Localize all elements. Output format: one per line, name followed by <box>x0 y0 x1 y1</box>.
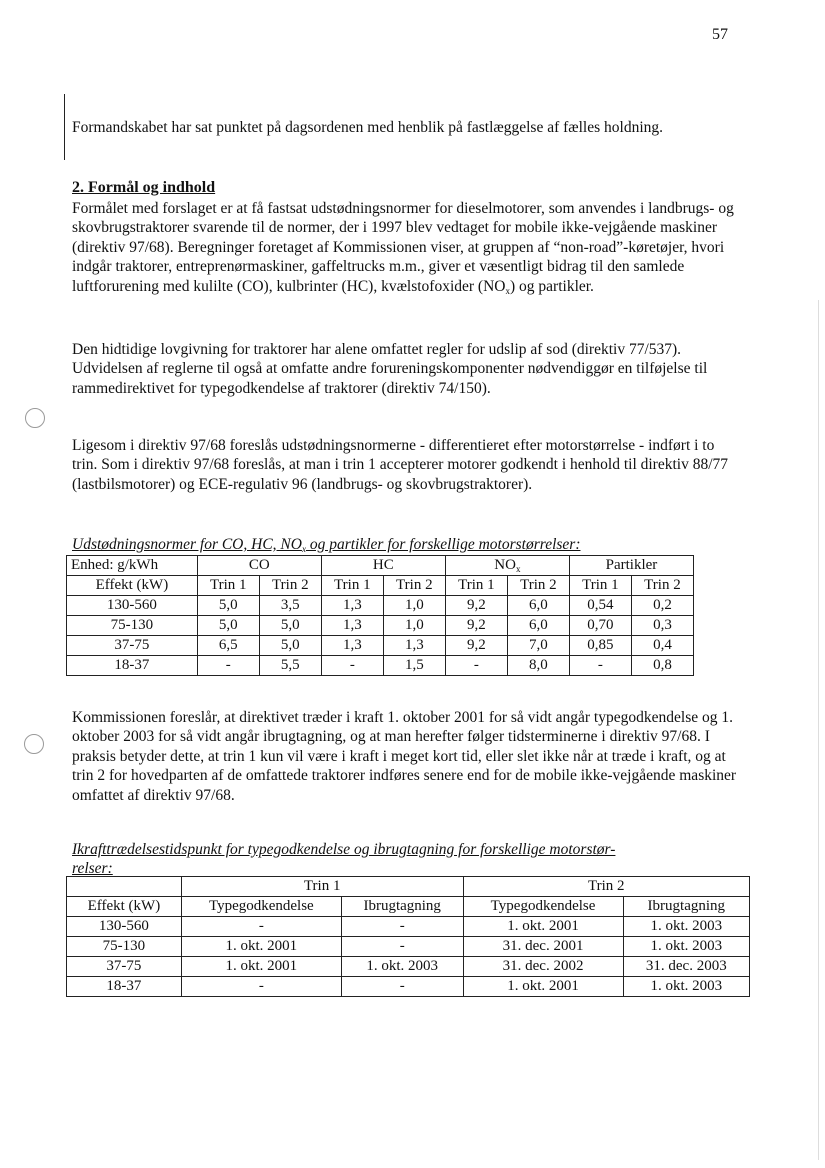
table-cell: 75-130 <box>67 616 198 636</box>
table-row <box>67 917 750 937</box>
subheader: Typegodkendelse <box>181 897 341 917</box>
subheader: Trin 1 <box>445 576 507 596</box>
table2-caption <box>72 840 732 878</box>
table-cell <box>67 877 182 897</box>
table-cell: 0,2 <box>631 596 693 616</box>
subheader: Trin 1 <box>569 576 631 596</box>
table-row <box>67 977 750 997</box>
page-number: 57 <box>712 26 728 43</box>
table-row <box>67 656 694 676</box>
table-cell: 6,5 <box>197 636 259 656</box>
table1-caption-subscript: x <box>301 544 306 554</box>
table-cell: 1. okt. 2001 <box>463 917 623 937</box>
table-cell: 5,0 <box>259 616 321 636</box>
table-cell: 9,2 <box>445 636 507 656</box>
subheader: Trin 2 <box>383 576 445 596</box>
table-cell: 9,2 <box>445 596 507 616</box>
table-cell: 0,54 <box>569 596 631 616</box>
table-cell: 18-37 <box>67 656 198 676</box>
group-header: Partikler <box>569 556 693 576</box>
punch-hole <box>24 734 44 754</box>
table-cell: - <box>181 977 341 997</box>
table-cell: 1,0 <box>383 596 445 616</box>
purpose-text: Formålet med forslaget er at få fastsat udstødningsnormer for dieselmotorer, som anvendes i landbrugs- og skovbrugstraktorer svarende til de normer, der i 1997 blev vedtaget for mobile ikke-vejgående maskiner (direktiv 97/68). Beregninger foretaget af Kommissionen viser, at gruppen af “non-road”-køretøjer, hvori indgår traktorer, entreprenørmaskiner, gaffeltrucks m.m., giver et væsentligt bidrag til den samlede luftforurening med kulilte (CO), kulbrinter (HC), kvælstofoxider (NO <box>72 200 734 295</box>
subheader: Trin 2 <box>507 576 569 596</box>
subheader: Ibrugtagning <box>341 897 463 917</box>
table-cell: - <box>321 656 383 676</box>
table-cell: 0,70 <box>569 616 631 636</box>
table-cell: - <box>569 656 631 676</box>
table-cell: 1. okt. 2003 <box>623 917 749 937</box>
table-row <box>67 636 694 656</box>
table-row <box>67 616 694 636</box>
unit-label: Enhed: g/kWh <box>67 556 198 576</box>
table-cell: 1. okt. 2003 <box>341 957 463 977</box>
table-cell: 31. dec. 2001 <box>463 937 623 957</box>
subheader: Trin 1 <box>197 576 259 596</box>
table-cell: 31. dec. 2003 <box>623 957 749 977</box>
purpose-paragraph <box>72 199 737 301</box>
subheader: Trin 2 <box>631 576 693 596</box>
table-cell: 7,0 <box>507 636 569 656</box>
group-header-subscript: x <box>515 564 521 574</box>
table-cell: 1. okt. 2001 <box>463 977 623 997</box>
table-cell: 5,0 <box>197 616 259 636</box>
punch-hole <box>25 408 45 428</box>
table-cell: 130-560 <box>67 596 198 616</box>
table-cell: 31. dec. 2002 <box>463 957 623 977</box>
table-row <box>67 556 694 576</box>
group-header: CO <box>197 556 321 576</box>
purpose-text-end: ) og partikler. <box>510 277 594 295</box>
table-cell: 1,3 <box>383 636 445 656</box>
table-cell: 1,5 <box>383 656 445 676</box>
table-cell: 9,2 <box>445 616 507 636</box>
effekt-header: Effekt (kW) <box>67 576 198 596</box>
table-cell: 1. okt. 2003 <box>623 937 749 957</box>
subheader: Ibrugtagning <box>623 897 749 917</box>
table-cell: 3,5 <box>259 596 321 616</box>
table-row <box>67 937 750 957</box>
table-cell: 1. okt. 2001 <box>181 957 341 977</box>
subheader: Trin 1 <box>321 576 383 596</box>
table-cell: 0,85 <box>569 636 631 656</box>
emission-standards-table <box>66 555 694 676</box>
group-header: Trin 2 <box>463 877 749 897</box>
entry-dates-table <box>66 876 750 997</box>
table-cell: - <box>445 656 507 676</box>
group-header-text: NO <box>494 557 516 573</box>
table-cell: 1,3 <box>321 636 383 656</box>
page-edge-line <box>818 300 819 1160</box>
intro-paragraph: Formandskabet har sat punktet på dagsordenen med henblik på fastlæggelse af fælles holdning. <box>72 119 664 136</box>
table-cell: 18-37 <box>67 977 182 997</box>
section-heading: 2. Formål og indhold <box>72 179 216 196</box>
table-row <box>67 596 694 616</box>
table-cell: 5,0 <box>197 596 259 616</box>
table1-caption-text: Udstødningsnormer for CO, HC, NO <box>72 536 302 553</box>
table1-caption-text-end: og partikler for forskellige motorstørrelser: <box>305 536 581 553</box>
table-cell: - <box>181 917 341 937</box>
group-header: Trin 1 <box>181 877 463 897</box>
table2-caption-text-end: relser: <box>72 860 113 877</box>
group-header: HC <box>321 556 445 576</box>
table-cell: 6,0 <box>507 616 569 636</box>
entry-into-force-paragraph: Kommissionen foreslår, at direktivet træder i kraft 1. oktober 2001 for så vidt angår typegodkendelse og 1. oktober 2003 for så vidt angår ibrugtagning, og at man herefter følger tidsterminerne i direktiv 97/68. I praksis betyder dette, at trin 1 kun vil være i kraft i meget kort tid, eller slet ikke når at træde i kraft, og at trin 2 for hovedparten af de omfattede traktorer indføres senere end for de mobile ikke-vejgående maskiner omfattet af direktiv 97/68. <box>72 709 737 804</box>
table-row <box>67 576 694 596</box>
table-row <box>67 877 750 897</box>
table-cell: - <box>341 937 463 957</box>
table-cell: 1,0 <box>383 616 445 636</box>
legislation-paragraph: Den hidtidige lovgivning for traktorer har alene omfattet regler for udslip af sod (direktiv 77/537). Udvidelsen af reglerne til også at omfatte andre forureningskomponenter nødvendiggør en tilføjelse til rammedirektivet for typegodkendelse af traktorer (direktiv 74/150). <box>72 341 708 397</box>
table-cell: 1,3 <box>321 596 383 616</box>
table-cell: - <box>341 917 463 937</box>
table-row <box>67 897 750 917</box>
table-cell: 0,3 <box>631 616 693 636</box>
stages-paragraph: Ligesom i direktiv 97/68 foreslås udstødningsnormerne - differentieret efter motorstørrelse - indført i to trin. Som i direktiv 97/68 foreslås, at man i trin 1 accepterer motorer godkendt i henhold til direktiv 88/77 (lastbilsmotorer) og ECE-regulativ 96 (landbrugs- og skovbrugstraktorer). <box>72 437 729 493</box>
table-cell: 0,4 <box>631 636 693 656</box>
table-cell: 37-75 <box>67 957 182 977</box>
table-cell: 8,0 <box>507 656 569 676</box>
subheader: Typegodkendelse <box>463 897 623 917</box>
effekt-header: Effekt (kW) <box>67 897 182 917</box>
table-cell: 75-130 <box>67 937 182 957</box>
margin-change-bar <box>64 94 65 160</box>
table2-caption-text: Ikrafttrædelsestidspunkt for typegodkendelse og ibrugtagning for forskellige motorstør- <box>72 841 616 858</box>
table-cell: 5,5 <box>259 656 321 676</box>
table-cell: 6,0 <box>507 596 569 616</box>
table-row <box>67 957 750 977</box>
table-cell: 5,0 <box>259 636 321 656</box>
table-cell: 1. okt. 2001 <box>181 937 341 957</box>
table-cell: 1,3 <box>321 616 383 636</box>
table-cell: 130-560 <box>67 917 182 937</box>
table-cell: - <box>197 656 259 676</box>
group-header <box>445 556 569 576</box>
table-cell: 0,8 <box>631 656 693 676</box>
table-cell: - <box>341 977 463 997</box>
table-cell: 37-75 <box>67 636 198 656</box>
subheader: Trin 2 <box>259 576 321 596</box>
nox-subscript: x <box>505 285 510 296</box>
table-cell: 1. okt. 2003 <box>623 977 749 997</box>
